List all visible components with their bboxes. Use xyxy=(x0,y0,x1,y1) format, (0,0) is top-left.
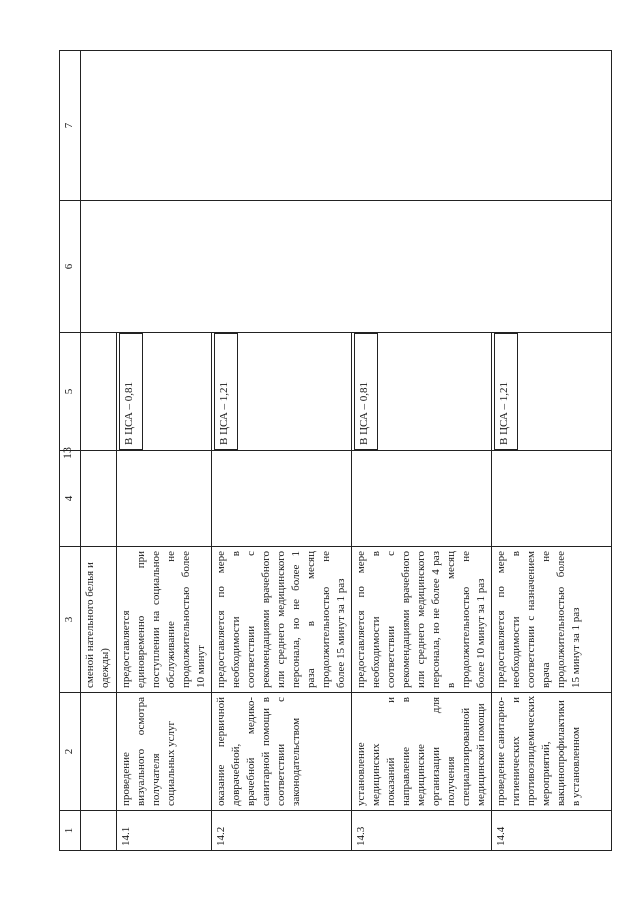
column-number-row xyxy=(60,51,81,851)
services-table xyxy=(59,50,612,851)
tariff-value: В ЦСА – 1,21 xyxy=(494,333,518,450)
column-number: 1 xyxy=(60,811,81,851)
rotated-page-content xyxy=(59,51,581,851)
column-number: 3 xyxy=(60,547,81,693)
service-description: предоставляется единовременно при поступлении на социальное обслуживание не продолжительностью более 10 минут xyxy=(117,547,212,693)
service-name: установление медицинских показаний и направление в медицинские организации для получения специализированной медицинской помощи xyxy=(352,693,492,811)
row-number: 14.2 xyxy=(212,811,352,851)
column-number: 7 xyxy=(60,51,81,201)
tariff-cell xyxy=(352,333,492,451)
column-number: 5 xyxy=(60,333,81,451)
column-number: 4 xyxy=(60,451,81,547)
page-number: 13 xyxy=(60,447,74,459)
service-name: проведение санитарно-гигиенических и противоэпидемических мероприятий, вакцинопрофилактики в установленном xyxy=(492,693,612,811)
tariff-value: В ЦСА – 1,21 xyxy=(214,333,238,450)
row-number: 14.4 xyxy=(492,811,612,851)
service-description: предоставляется по мере необходимости в соответствии с рекомендациями врачебного или среднего медицинского персонала, но не более 1 раза в месяц продолжительностью не более 15 минут за 1 раз xyxy=(212,547,352,693)
service-description: предоставляется по мере необходимости в соответствии с рекомендациями врачебного или среднего медицинского персонала, но не более 4 раз в месяц продолжительностью не более 10 минут за 1 раз xyxy=(352,547,492,693)
service-name: проведение визуального осмотра получателя социальных услуг xyxy=(117,693,212,811)
tariff-cell xyxy=(492,333,612,451)
tariff-value: В ЦСА – 0,81 xyxy=(119,333,143,450)
service-name: оказание первичной доврачебной, врачебной медико-санитарной помощи в соответствии с законодательством xyxy=(212,693,352,811)
continuation-row xyxy=(81,51,117,851)
column-number: 2 xyxy=(60,693,81,811)
row-number: 14.3 xyxy=(352,811,492,851)
continuation-text: сменой нательного белья и одежды) xyxy=(81,547,117,693)
tariff-cell xyxy=(117,333,212,451)
tariff-value: В ЦСА – 0,81 xyxy=(354,333,378,450)
tariff-cell xyxy=(212,333,352,451)
column-number: 6 xyxy=(60,201,81,333)
service-description: предоставляется по мере необходимости в соответствии с назначением врача не продолжительностью более 15 минут за 1 раз xyxy=(492,547,612,693)
row-number: 14.1 xyxy=(117,811,212,851)
